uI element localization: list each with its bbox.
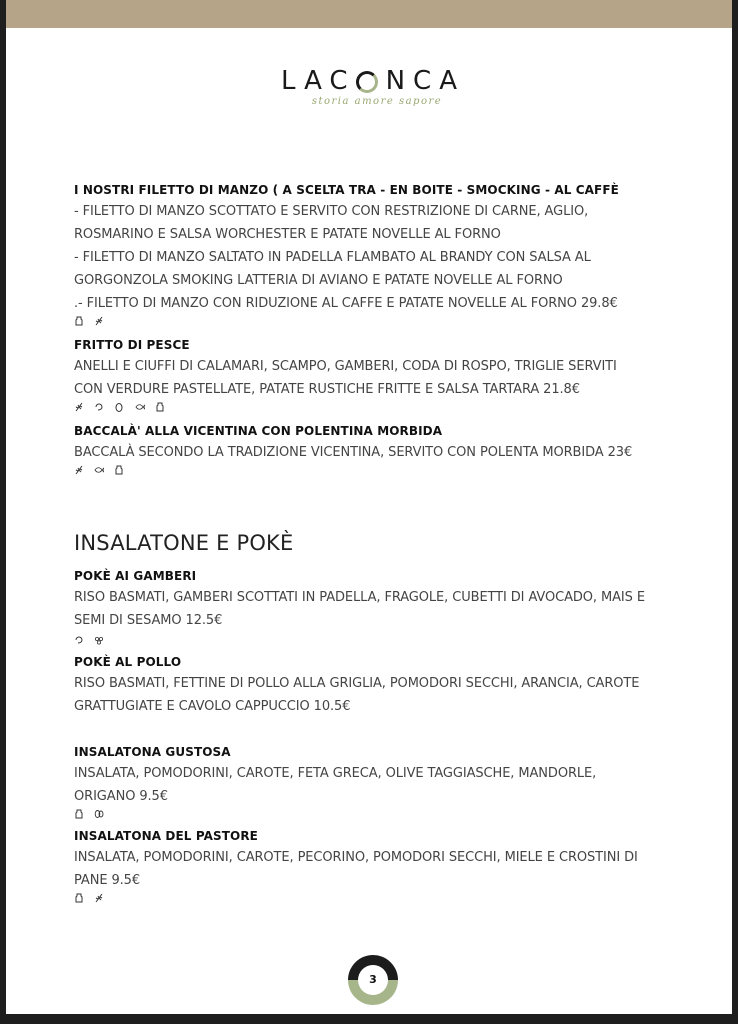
item-title: BACCALÀ' ALLA VICENTINA CON POLENTINA MORBIDA xyxy=(74,424,443,438)
item-title: POKÈ AL POLLO xyxy=(74,655,182,669)
page-number: 3 xyxy=(358,965,388,995)
milk-icon xyxy=(74,809,84,819)
menu-item xyxy=(74,652,674,718)
item-desc-line: ANELLI E CIUFFI DI CALAMARI, SCAMPO, GAMBERI, CODA DI ROSPO, TRIGLIE SERVITI xyxy=(74,359,617,374)
item-desc-line: RISO BASMATI, GAMBERI SCOTTATI IN PADELLA, FRAGOLE, CUBETTI DI AVOCADO, MAIS E xyxy=(74,590,645,605)
menu-item xyxy=(74,180,674,331)
menu-content xyxy=(74,180,674,908)
item-desc-line: .- FILETTO DI MANZO CON RIDUZIONE AL CAFFE E PATATE NOVELLE AL FORNO 29.8€ xyxy=(74,296,618,311)
wheat-icon xyxy=(74,402,84,412)
menu-page xyxy=(6,0,732,1014)
menu-item xyxy=(74,335,674,417)
brand-logo xyxy=(6,66,732,107)
allergen-icons xyxy=(74,808,674,824)
shrimp-icon xyxy=(74,635,84,645)
allergen-icons xyxy=(74,315,674,331)
sesame-icon xyxy=(94,635,104,645)
item-title: POKÈ AI GAMBERI xyxy=(74,569,197,583)
nuts-icon xyxy=(94,809,104,819)
logo-text-left: LAC xyxy=(281,66,356,96)
milk-icon xyxy=(155,402,165,412)
item-title: INSALATONA DEL PASTORE xyxy=(74,829,258,843)
item-desc-line: - FILETTO DI MANZO SCOTTATO E SERVITO CON RESTRIZIONE DI CARNE, AGLIO, xyxy=(74,204,589,219)
logo-circle-icon xyxy=(356,71,378,93)
item-title: FRITTO DI PESCE xyxy=(74,338,190,352)
menu-item xyxy=(74,421,674,480)
item-title: INSALATONA GUSTOSA xyxy=(74,745,231,759)
egg-icon xyxy=(114,402,124,412)
item-title: I NOSTRI FILETTO DI MANZO ( A SCELTA TRA - EN BOITE - SMOCKING - AL CAFFÈ xyxy=(74,183,619,197)
wheat-icon xyxy=(94,893,104,903)
logo-tagline: storia amore sapore xyxy=(311,96,443,107)
top-bar xyxy=(6,0,732,28)
wheat-icon xyxy=(74,465,84,475)
menu-item xyxy=(74,566,674,650)
milk-icon xyxy=(74,316,84,326)
item-desc-line: INSALATA, POMODORINI, CAROTE, PECORINO, POMODORI SECCHI, MIELE E CROSTINI DI xyxy=(74,850,638,865)
page-number-badge xyxy=(348,955,398,1005)
allergen-icons xyxy=(74,634,674,650)
milk-icon xyxy=(74,893,84,903)
item-desc-line: SEMI DI SESAMO 12.5€ xyxy=(74,613,223,628)
fish-icon xyxy=(135,402,145,412)
logo-wordmark xyxy=(273,66,465,96)
item-desc-line: ORIGANO 9.5€ xyxy=(74,789,168,804)
section-title: INSALATONE E POKÈ xyxy=(74,531,294,555)
shrimp-icon xyxy=(94,402,104,412)
logo-text-right: NCA xyxy=(385,66,465,96)
milk-icon xyxy=(114,465,124,475)
allergen-icons xyxy=(74,464,674,480)
menu-item xyxy=(74,826,674,908)
wheat-icon xyxy=(94,316,104,326)
item-desc-line: PANE 9.5€ xyxy=(74,873,141,888)
fish-icon xyxy=(94,465,104,475)
menu-item xyxy=(74,742,674,824)
item-desc-line: GORGONZOLA SMOKING LATTERIA DI AVIANO E PATATE NOVELLE AL FORNO xyxy=(74,273,563,288)
item-desc-line: - FILETTO DI MANZO SALTATO IN PADELLA FLAMBATO AL BRANDY CON SALSA AL xyxy=(74,250,591,265)
item-desc-line: ROSMARINO E SALSA WORCHESTER E PATATE NOVELLE AL FORNO xyxy=(74,227,501,242)
item-desc-line: CON VERDURE PASTELLATE, PATATE RUSTICHE FRITTE E SALSA TARTARA 21.8€ xyxy=(74,382,580,397)
item-desc-line: RISO BASMATI, FETTINE DI POLLO ALLA GRIGLIA, POMODORI SECCHI, ARANCIA, CAROTE xyxy=(74,676,640,691)
item-desc-line: BACCALÀ SECONDO LA TRADIZIONE VICENTINA, SERVITO CON POLENTA MORBIDA 23€ xyxy=(74,445,633,460)
item-desc-line: INSALATA, POMODORINI, CAROTE, FETA GRECA, OLIVE TAGGIASCHE, MANDORLE, xyxy=(74,766,597,781)
item-desc-line: GRATTUGIATE E CAVOLO CAPPUCCIO 10.5€ xyxy=(74,699,351,714)
allergen-icons xyxy=(74,892,674,908)
allergen-icons xyxy=(74,401,674,417)
